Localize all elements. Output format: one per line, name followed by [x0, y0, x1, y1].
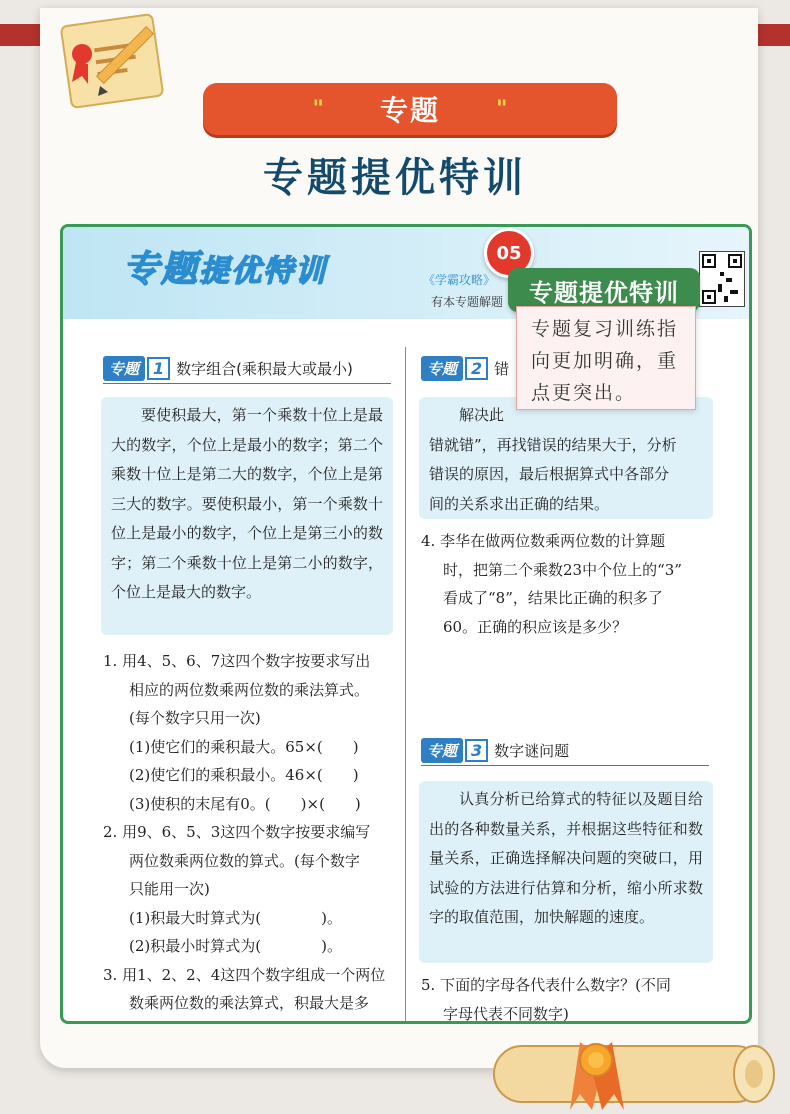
- q4-line: 60。正确的积应该是多少？: [443, 617, 628, 636]
- left-line: 两位数乘两位数的算式。(每个数字: [129, 851, 360, 870]
- section-1-tip-box: 要使积最大，第一个乘数十位上是最大的数字，个位上是最小的数字；第二个乘数十位上是第二大的数字，个位上是第三大的数字。要使积最小，第一个乘数十位上是最小的数字，个位上是第三小的数字；第二个乘数十位上是第二小的数字，个位上是最大的数字。: [101, 397, 393, 635]
- section-1-tag: 专题: [103, 356, 145, 381]
- left-line: 1. 用4、5、6、7这四个数字按要求写出: [103, 652, 371, 670]
- tip2-line: 间的关系求出正确的结果。: [429, 494, 610, 513]
- left-line: 2. 用9、6、5、3这四个数字按要求编写: [103, 823, 371, 841]
- q4-line: 时，把第二个乘数23中个位上的“3”: [443, 560, 682, 579]
- left-line: (3)使积的末尾有0。( )×( ): [129, 794, 361, 813]
- left-questions: [103, 647, 403, 1018]
- pill-quote-left: ": [312, 96, 324, 122]
- section-pill: [203, 83, 617, 135]
- banner-note-1: 《学霸攻略》: [423, 273, 496, 287]
- page-title: 专题提优特训: [263, 155, 527, 201]
- q4-line: 看成了“8”，结果比正确的积多了: [443, 589, 663, 607]
- section-3-num: 3: [465, 739, 488, 762]
- section-2-tag: 专题: [421, 356, 463, 381]
- callout-title: 专题提优特训: [508, 268, 700, 312]
- section-2-num: 2: [465, 357, 488, 380]
- left-line: (2)积最小时算式为( )。: [129, 937, 342, 955]
- pill-label: 专题: [379, 94, 440, 127]
- certificate-scroll-icon: [52, 6, 172, 116]
- tip2-line: 解决此: [459, 406, 505, 424]
- section-3-tag: 专题: [421, 738, 463, 763]
- section-1-num: 1: [147, 357, 170, 380]
- banner-title-a: 专题: [123, 249, 200, 290]
- column-divider: [405, 347, 406, 1024]
- section-2-tip-box: [419, 397, 713, 519]
- left-line: (2)使它们的乘积最小。46×( ): [129, 766, 359, 784]
- q5-line: 字母代表不同数字): [443, 1004, 569, 1023]
- tip2-line: 错误的原因，最后根据算式中各部分: [429, 465, 670, 483]
- left-line: (1)积最大时算式为( )。: [129, 908, 342, 927]
- section-1-underline: [103, 383, 391, 384]
- rolled-scroll-icon: [484, 1022, 780, 1114]
- section-1-header: [103, 355, 353, 381]
- section-2-header: [421, 355, 509, 381]
- callout-badge: 05: [484, 228, 534, 278]
- q4-line: 4. 李华在做两位数乘两位数的计算题: [421, 532, 666, 550]
- left-line: (每个数字只用一次): [129, 709, 261, 727]
- section-3-header: [421, 737, 569, 763]
- question-5: [421, 971, 731, 1024]
- left-line: 相应的两位数乘两位数的乘法算式。: [129, 680, 370, 699]
- banner-title: [123, 241, 327, 292]
- tip2-line: 错就错”，再找错误的结果大于，分析: [429, 435, 677, 454]
- question-4: [421, 527, 731, 641]
- left-line: 3. 用1、2、2、4这四个数字组成一个两位: [103, 965, 386, 984]
- banner-note-2: 有本专题解题: [431, 295, 504, 309]
- pill-quote-right: ": [496, 96, 508, 122]
- left-line: 数乘两位数的乘法算式，积最大是多: [129, 994, 370, 1012]
- qr-code-icon: [699, 251, 745, 307]
- section-3-underline: [421, 765, 709, 766]
- callout-body: 专题复习训练指向更加明确，重点更突出。: [516, 306, 696, 410]
- section-3-tip-box: 认真分析已给算式的特征以及题目给出的各种数量关系，并根据这些特征和数量关系，正确选择解决问题的突破口，用试验的方法进行估算和分析，缩小所求数字的取值范围，加快解题的速度。: [419, 781, 713, 963]
- banner-title-b: 提优特训: [199, 254, 328, 289]
- section-3-title: 数字谜问题: [494, 741, 570, 760]
- section-1-title: 数字组合(乘积最大或最小): [176, 359, 353, 378]
- left-line: (1)使它们的乘积最大。65×( ): [129, 737, 359, 756]
- left-line: 只能用一次): [129, 880, 210, 898]
- q5-line: 5. 下面的字母各代表什么数字？(不同: [421, 976, 671, 994]
- section-2-title: 错: [494, 359, 510, 378]
